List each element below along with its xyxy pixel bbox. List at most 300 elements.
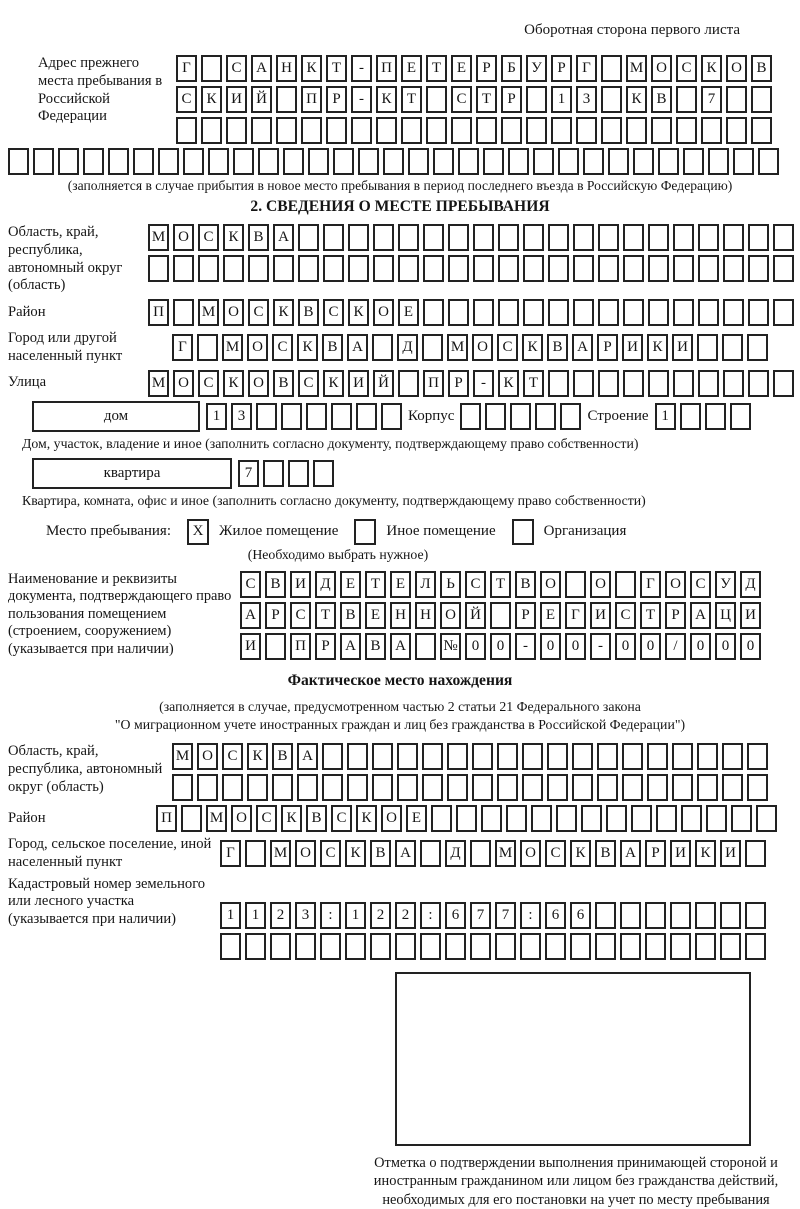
char-cell[interactable] [508,148,529,175]
char-cell[interactable] [423,224,444,251]
char-cell[interactable] [533,148,554,175]
char-cell[interactable] [722,774,743,801]
char-cell[interactable] [547,774,568,801]
char-cell[interactable]: 2 [395,902,416,929]
char-cell[interactable] [551,117,572,144]
char-cell[interactable] [573,370,594,397]
char-cell[interactable]: К [647,334,668,361]
char-cell[interactable] [623,255,644,282]
char-cell[interactable]: А [251,55,272,82]
char-cell[interactable] [565,571,586,598]
char-cell[interactable] [645,933,666,960]
char-cell[interactable]: А [390,633,411,660]
char-cell[interactable]: В [273,370,294,397]
char-cell[interactable] [372,743,393,770]
char-cell[interactable] [376,117,397,144]
char-cell[interactable] [222,774,243,801]
char-cell[interactable] [548,370,569,397]
char-cell[interactable] [373,224,394,251]
char-cell[interactable]: К [345,840,366,867]
char-cell[interactable]: Н [415,602,436,629]
char-cell[interactable] [198,255,219,282]
char-cell[interactable]: В [651,86,672,113]
char-cell[interactable] [197,774,218,801]
char-cell[interactable] [173,299,194,326]
char-cell[interactable]: Р [265,602,286,629]
char-cell[interactable] [545,933,566,960]
char-cell[interactable]: С [451,86,472,113]
char-cell[interactable]: Ц [715,602,736,629]
char-cell[interactable] [370,933,391,960]
char-cell[interactable]: Т [640,602,661,629]
char-cell[interactable]: В [306,805,327,832]
char-cell[interactable] [751,117,772,144]
char-cell[interactable] [601,55,622,82]
char-cell[interactable] [548,299,569,326]
char-cell[interactable]: 0 [565,633,586,660]
char-cell[interactable] [422,334,443,361]
char-cell[interactable] [648,224,669,251]
char-cell[interactable] [606,805,627,832]
char-cell[interactable]: М [626,55,647,82]
char-cell[interactable] [510,403,531,430]
char-cell[interactable]: К [223,370,244,397]
char-cell[interactable] [398,255,419,282]
char-cell[interactable] [745,933,766,960]
char-cell[interactable]: И [622,334,643,361]
char-cell[interactable]: 0 [540,633,561,660]
char-cell[interactable] [272,774,293,801]
char-cell[interactable] [265,633,286,660]
char-cell[interactable] [245,933,266,960]
char-cell[interactable] [348,255,369,282]
char-cell[interactable] [351,117,372,144]
char-cell[interactable] [658,148,679,175]
char-cell[interactable]: М [148,370,169,397]
char-cell[interactable] [420,933,441,960]
char-cell[interactable] [288,460,309,487]
char-cell[interactable]: М [206,805,227,832]
char-cell[interactable]: А [572,334,593,361]
char-cell[interactable] [197,334,218,361]
char-cell[interactable]: А [347,334,368,361]
char-cell[interactable] [697,743,718,770]
char-cell[interactable] [773,224,794,251]
char-cell[interactable] [347,774,368,801]
char-cell[interactable]: В [272,743,293,770]
char-cell[interactable] [698,224,719,251]
char-cell[interactable] [251,117,272,144]
char-cell[interactable] [523,255,544,282]
char-cell[interactable] [720,933,741,960]
char-cell[interactable] [523,299,544,326]
char-cell[interactable] [381,403,402,430]
char-cell[interactable]: П [376,55,397,82]
char-cell[interactable]: Т [490,571,511,598]
char-cell[interactable]: Р [326,86,347,113]
char-cell[interactable] [698,370,719,397]
char-cell[interactable]: В [515,571,536,598]
char-cell[interactable] [731,805,752,832]
char-cell[interactable]: М [222,334,243,361]
char-cell[interactable] [233,148,254,175]
char-cell[interactable]: С [240,571,261,598]
char-cell[interactable] [408,148,429,175]
char-cell[interactable] [558,148,579,175]
char-cell[interactable]: А [240,602,261,629]
char-cell[interactable] [608,148,629,175]
char-cell[interactable]: Т [426,55,447,82]
char-cell[interactable] [470,933,491,960]
char-cell[interactable]: Й [465,602,486,629]
char-cell[interactable]: М [495,840,516,867]
char-cell[interactable] [258,148,279,175]
char-cell[interactable]: 1 [551,86,572,113]
char-cell[interactable]: С [323,299,344,326]
char-cell[interactable] [747,334,768,361]
char-cell[interactable]: К [695,840,716,867]
char-cell[interactable] [173,255,194,282]
char-cell[interactable]: П [301,86,322,113]
char-cell[interactable] [601,117,622,144]
char-cell[interactable] [58,148,79,175]
char-cell[interactable] [313,460,334,487]
char-cell[interactable] [723,224,744,251]
char-cell[interactable]: М [447,334,468,361]
char-cell[interactable] [372,334,393,361]
char-cell[interactable] [448,255,469,282]
char-cell[interactable]: В [751,55,772,82]
char-cell[interactable]: 6 [570,902,591,929]
char-cell[interactable] [676,86,697,113]
char-cell[interactable]: О [520,840,541,867]
char-cell[interactable]: О [726,55,747,82]
char-cell[interactable] [705,403,726,430]
char-cell[interactable] [420,840,441,867]
char-cell[interactable]: К [301,55,322,82]
char-cell[interactable]: 7 [701,86,722,113]
char-cell[interactable] [733,148,754,175]
char-cell[interactable]: - [590,633,611,660]
char-cell[interactable]: С [320,840,341,867]
char-cell[interactable]: Т [315,602,336,629]
char-cell[interactable]: 3 [295,902,316,929]
char-cell[interactable] [322,774,343,801]
char-cell[interactable] [560,403,581,430]
char-cell[interactable]: Й [373,370,394,397]
char-cell[interactable]: 7 [495,902,516,929]
char-cell[interactable] [683,148,704,175]
char-cell[interactable]: К [701,55,722,82]
char-cell[interactable] [522,774,543,801]
char-cell[interactable]: В [298,299,319,326]
char-cell[interactable] [681,805,702,832]
char-cell[interactable]: И [672,334,693,361]
char-cell[interactable]: А [340,633,361,660]
char-cell[interactable] [323,255,344,282]
char-cell[interactable] [433,148,454,175]
char-cell[interactable] [208,148,229,175]
char-cell[interactable] [331,403,352,430]
char-cell[interactable] [183,148,204,175]
char-cell[interactable] [631,805,652,832]
char-cell[interactable]: С [176,86,197,113]
char-cell[interactable] [201,55,222,82]
char-cell[interactable] [276,86,297,113]
char-cell[interactable]: О [665,571,686,598]
char-cell[interactable] [723,255,744,282]
char-cell[interactable] [598,370,619,397]
char-cell[interactable] [720,902,741,929]
stay-type-checkbox-organization[interactable] [512,519,534,545]
char-cell[interactable] [485,403,506,430]
char-cell[interactable]: Т [523,370,544,397]
char-cell[interactable]: : [320,902,341,929]
char-cell[interactable]: В [340,602,361,629]
char-cell[interactable] [245,840,266,867]
char-cell[interactable] [598,299,619,326]
char-cell[interactable] [281,403,302,430]
char-cell[interactable] [648,370,669,397]
char-cell[interactable]: О [472,334,493,361]
char-cell[interactable] [573,224,594,251]
char-cell[interactable]: С [545,840,566,867]
char-cell[interactable] [656,805,677,832]
char-cell[interactable]: Н [276,55,297,82]
char-cell[interactable]: Е [451,55,472,82]
char-cell[interactable] [451,117,472,144]
char-cell[interactable] [747,774,768,801]
char-cell[interactable] [473,224,494,251]
char-cell[interactable]: С [226,55,247,82]
char-cell[interactable]: 2 [370,902,391,929]
char-cell[interactable] [395,933,416,960]
char-cell[interactable] [556,805,577,832]
char-cell[interactable] [706,805,727,832]
char-cell[interactable] [748,299,769,326]
char-cell[interactable]: К [223,224,244,251]
char-cell[interactable] [397,743,418,770]
char-cell[interactable]: К [273,299,294,326]
char-cell[interactable] [201,117,222,144]
char-cell[interactable] [248,255,269,282]
char-cell[interactable]: И [740,602,761,629]
char-cell[interactable] [295,933,316,960]
stay-type-checkbox-residential[interactable]: X [187,519,209,545]
char-cell[interactable]: О [173,370,194,397]
char-cell[interactable]: 1 [245,902,266,929]
char-cell[interactable]: Т [476,86,497,113]
char-cell[interactable] [458,148,479,175]
char-cell[interactable]: С [676,55,697,82]
char-cell[interactable] [695,902,716,929]
char-cell[interactable]: И [720,840,741,867]
char-cell[interactable] [526,86,547,113]
char-cell[interactable] [748,255,769,282]
char-cell[interactable] [447,743,468,770]
char-cell[interactable] [423,299,444,326]
char-cell[interactable] [401,117,422,144]
char-cell[interactable] [497,743,518,770]
char-cell[interactable] [695,933,716,960]
char-cell[interactable] [256,403,277,430]
char-cell[interactable]: И [226,86,247,113]
char-cell[interactable] [570,933,591,960]
char-cell[interactable]: П [290,633,311,660]
char-cell[interactable]: Е [398,299,419,326]
char-cell[interactable] [531,805,552,832]
char-cell[interactable] [673,370,694,397]
char-cell[interactable] [306,403,327,430]
char-cell[interactable] [751,86,772,113]
char-cell[interactable]: Е [390,571,411,598]
char-cell[interactable]: 1 [655,403,676,430]
char-cell[interactable] [697,774,718,801]
char-cell[interactable]: 7 [238,460,259,487]
char-cell[interactable] [422,774,443,801]
char-cell[interactable]: 0 [615,633,636,660]
char-cell[interactable]: 1 [345,902,366,929]
char-cell[interactable] [620,902,641,929]
char-cell[interactable]: И [290,571,311,598]
char-cell[interactable] [133,148,154,175]
char-cell[interactable]: К [281,805,302,832]
char-cell[interactable] [722,334,743,361]
char-cell[interactable] [445,933,466,960]
char-cell[interactable]: Г [576,55,597,82]
char-cell[interactable] [148,255,169,282]
char-cell[interactable] [747,743,768,770]
char-cell[interactable]: Р [597,334,618,361]
char-cell[interactable]: К [247,743,268,770]
char-cell[interactable]: / [665,633,686,660]
char-cell[interactable]: У [715,571,736,598]
char-cell[interactable] [176,117,197,144]
char-cell[interactable]: - [351,86,372,113]
char-cell[interactable] [573,299,594,326]
char-cell[interactable] [745,902,766,929]
char-cell[interactable] [297,774,318,801]
char-cell[interactable]: Е [340,571,361,598]
char-cell[interactable] [473,299,494,326]
char-cell[interactable] [326,117,347,144]
char-cell[interactable] [426,86,447,113]
char-cell[interactable] [633,148,654,175]
char-cell[interactable] [651,117,672,144]
char-cell[interactable]: А [273,224,294,251]
char-cell[interactable]: С [272,334,293,361]
char-cell[interactable] [756,805,777,832]
char-cell[interactable]: С [465,571,486,598]
char-cell[interactable] [623,299,644,326]
char-cell[interactable]: И [590,602,611,629]
char-cell[interactable] [498,224,519,251]
char-cell[interactable] [598,255,619,282]
char-cell[interactable] [583,148,604,175]
char-cell[interactable] [670,933,691,960]
char-cell[interactable] [226,117,247,144]
char-cell[interactable]: О [231,805,252,832]
char-cell[interactable]: Р [645,840,666,867]
char-cell[interactable]: В [322,334,343,361]
char-cell[interactable]: К [323,370,344,397]
char-cell[interactable] [647,774,668,801]
char-cell[interactable] [283,148,304,175]
char-cell[interactable] [547,743,568,770]
char-cell[interactable]: М [148,224,169,251]
char-cell[interactable] [498,299,519,326]
char-cell[interactable]: Г [220,840,241,867]
char-cell[interactable] [523,224,544,251]
char-cell[interactable]: И [348,370,369,397]
char-cell[interactable]: 3 [231,403,252,430]
char-cell[interactable] [398,224,419,251]
char-cell[interactable] [722,743,743,770]
char-cell[interactable] [576,117,597,144]
char-cell[interactable]: И [670,840,691,867]
char-cell[interactable]: Д [397,334,418,361]
char-cell[interactable] [247,774,268,801]
char-cell[interactable]: А [690,602,711,629]
char-cell[interactable]: К [626,86,647,113]
char-cell[interactable] [698,255,719,282]
char-cell[interactable] [595,902,616,929]
char-cell[interactable]: 3 [576,86,597,113]
char-cell[interactable] [672,774,693,801]
char-cell[interactable]: Р [501,86,522,113]
char-cell[interactable] [415,633,436,660]
char-cell[interactable]: Й [251,86,272,113]
char-cell[interactable]: Р [515,602,536,629]
char-cell[interactable] [623,224,644,251]
char-cell[interactable] [773,299,794,326]
char-cell[interactable] [597,774,618,801]
char-cell[interactable] [501,117,522,144]
char-cell[interactable] [108,148,129,175]
char-cell[interactable] [535,403,556,430]
char-cell[interactable] [8,148,29,175]
char-cell[interactable]: 6 [545,902,566,929]
char-cell[interactable] [672,743,693,770]
char-cell[interactable]: Д [445,840,466,867]
char-cell[interactable]: К [522,334,543,361]
char-cell[interactable] [83,148,104,175]
char-cell[interactable] [481,805,502,832]
char-cell[interactable]: Н [390,602,411,629]
char-cell[interactable] [601,86,622,113]
char-cell[interactable] [595,933,616,960]
char-cell[interactable]: Р [551,55,572,82]
char-cell[interactable]: С [298,370,319,397]
char-cell[interactable]: К [201,86,222,113]
char-cell[interactable] [723,299,744,326]
char-cell[interactable] [697,334,718,361]
char-cell[interactable] [622,774,643,801]
char-cell[interactable] [673,255,694,282]
char-cell[interactable] [383,148,404,175]
char-cell[interactable]: 1 [220,902,241,929]
char-cell[interactable] [448,224,469,251]
char-cell[interactable] [758,148,779,175]
char-cell[interactable] [473,255,494,282]
char-cell[interactable] [426,117,447,144]
char-cell[interactable]: В [365,633,386,660]
char-cell[interactable] [506,805,527,832]
char-cell[interactable] [723,370,744,397]
char-cell[interactable] [422,743,443,770]
char-cell[interactable] [623,370,644,397]
char-cell[interactable] [470,840,491,867]
